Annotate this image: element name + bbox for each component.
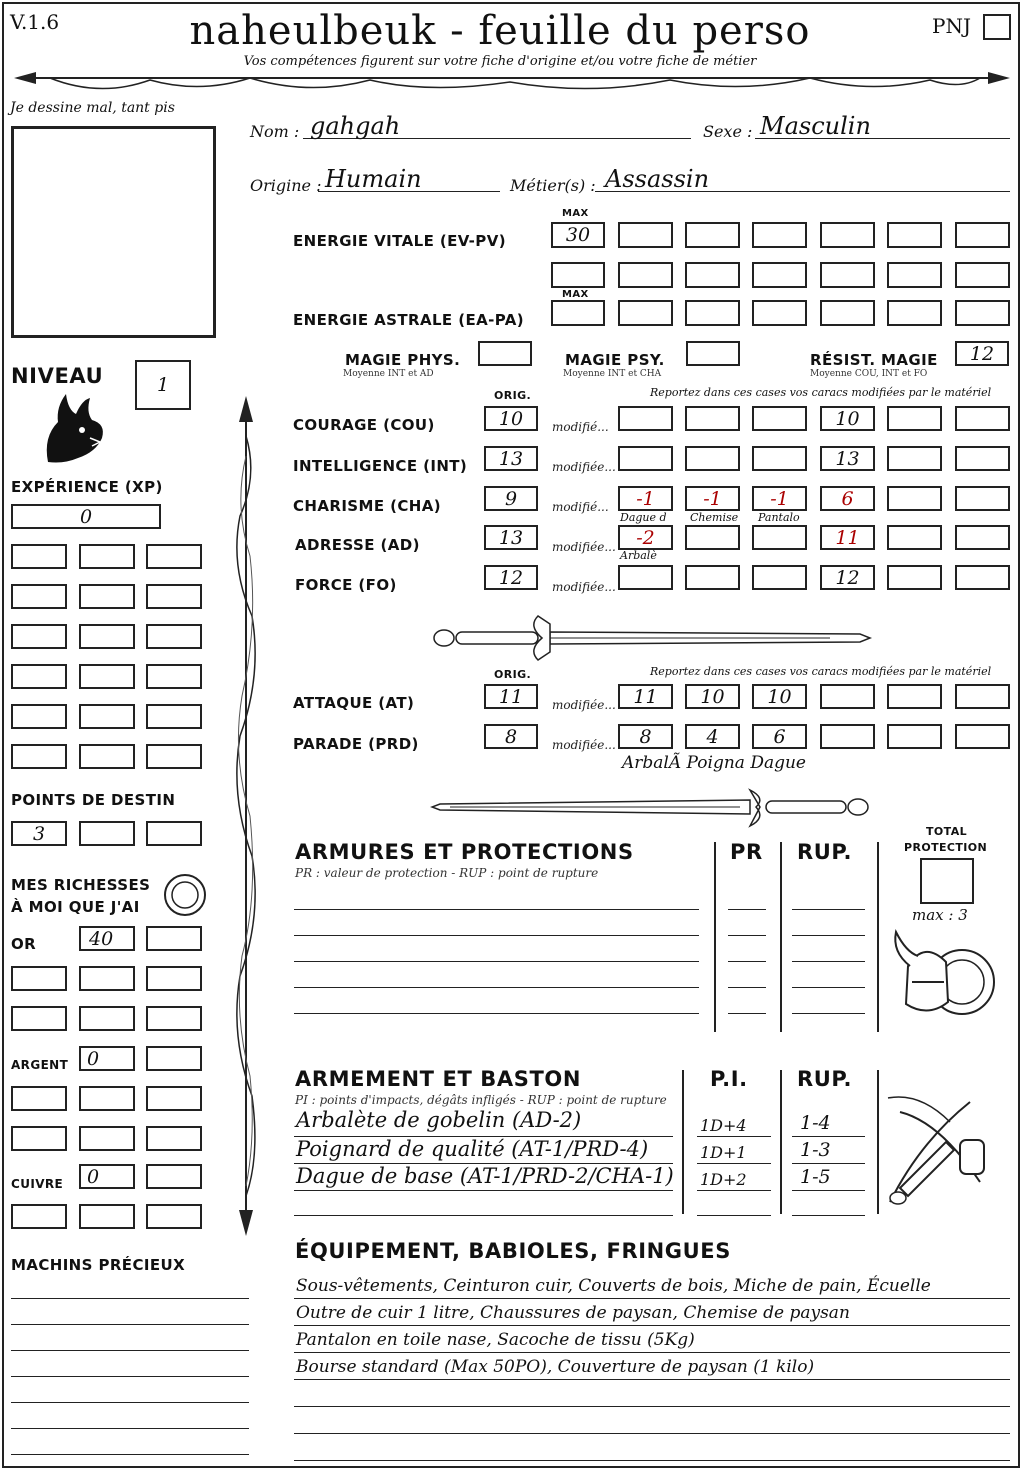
or-box[interactable] — [11, 966, 67, 991]
argent-box[interactable] — [79, 1126, 135, 1151]
carac-report-note: Reportez dans ces cases vos caracs modifiées par le matériel — [650, 386, 992, 399]
force-modif-label: modifiée... — [552, 580, 616, 594]
magie-psy-note: Moyenne INT et CHA — [563, 369, 662, 379]
xp-cell[interactable] — [146, 664, 202, 689]
adresse-mod-box[interactable] — [685, 525, 740, 550]
weapon-rup[interactable]: 1-4 — [800, 1112, 831, 1134]
sexe-label: Sexe : — [703, 122, 753, 141]
ea-box[interactable] — [955, 300, 1010, 326]
version-label: V.1.6 — [10, 10, 60, 34]
charisme-final-box[interactable]: 6 — [820, 486, 875, 511]
adresse-mod-box[interactable] — [887, 525, 942, 550]
charisme-mod-box[interactable]: -1 — [618, 486, 673, 511]
portrait-frame[interactable] — [11, 126, 216, 338]
adresse-final-box[interactable]: 11 — [820, 525, 875, 550]
machins-line[interactable] — [11, 1324, 249, 1325]
armures-rup-label: RUP. — [797, 840, 853, 864]
xp-box[interactable]: 0 — [11, 504, 161, 529]
weapon-name[interactable]: Poignard de qualité (AT-1/PRD-4) — [296, 1137, 649, 1161]
magie-psy-box[interactable] — [686, 341, 740, 366]
adresse-label: ADRESSE (AD) — [295, 536, 420, 554]
ev-box[interactable] — [618, 262, 673, 288]
carac-orig-label: ORIG. — [494, 389, 532, 402]
xp-cell[interactable] — [11, 704, 67, 729]
xp-cell[interactable] — [79, 544, 135, 569]
or-box[interactable] — [79, 966, 135, 991]
armures-pr-label: PR — [730, 840, 763, 864]
weapon-rup[interactable]: 1-5 — [800, 1166, 831, 1188]
equipement-line[interactable]: Pantalon en toile nase, Sacoche de tissu (5Kg) — [296, 1330, 695, 1350]
weapon-name[interactable]: Dague de base (AT-1/PRD-2/CHA-1) — [296, 1164, 674, 1188]
parade-label: PARADE (PRD) — [293, 735, 419, 753]
xp-cell[interactable] — [11, 744, 67, 769]
armures-title: ARMURES ET PROTECTIONS — [295, 840, 634, 864]
machins-line[interactable] — [11, 1376, 249, 1377]
argent-box[interactable] — [79, 1086, 135, 1111]
attaque-mod-box[interactable]: 11 — [618, 684, 673, 709]
resist-magie-box[interactable]: 12 — [955, 341, 1009, 366]
intelligence-mod-box[interactable] — [685, 446, 740, 471]
charisme-orig-box[interactable]: 9 — [484, 486, 538, 511]
ea-box[interactable] — [887, 300, 942, 326]
armement-title: ARMEMENT ET BASTON — [295, 1067, 582, 1091]
xp-cell[interactable] — [11, 664, 67, 689]
intelligence-mod-box[interactable] — [752, 446, 807, 471]
force-final-box[interactable]: 12 — [820, 565, 875, 590]
intelligence-final-box[interactable]: 13 — [820, 446, 875, 471]
ev-box[interactable] — [752, 262, 807, 288]
ev-box[interactable] — [685, 222, 740, 248]
attaque-mod-box[interactable]: 10 — [685, 684, 740, 709]
armure-line[interactable] — [294, 961, 699, 962]
adresse-modif-label: modifiée... — [552, 540, 616, 554]
magie-phys-label: MAGIE PHYS. — [345, 351, 461, 369]
ea-max-label: MAX — [562, 289, 589, 300]
total-protection-label: PROTECTION — [904, 841, 988, 854]
machins-line[interactable] — [11, 1350, 249, 1351]
charisme-label: CHARISME (CHA) — [293, 497, 441, 515]
sheet-title: naheulbeuk - feuille du perso — [189, 8, 811, 54]
adresse-note: Arbalè — [620, 549, 657, 562]
adresse-mod-box[interactable] — [955, 525, 1010, 550]
machins-line[interactable] — [11, 1298, 249, 1299]
courage-mod-box[interactable] — [887, 406, 942, 431]
or-box[interactable] — [11, 1006, 67, 1031]
armures-note: PR : valeur de protection - RUP : point de rupture — [295, 866, 599, 880]
sword-icon — [430, 612, 875, 662]
weapon-rup[interactable]: 1-3 — [800, 1139, 831, 1161]
cuivre-label: CUIVRE — [11, 1177, 64, 1191]
equipement-line[interactable] — [294, 1433, 1010, 1434]
combat-orig-label: ORIG. — [494, 668, 532, 681]
adresse-mod-box[interactable] — [752, 525, 807, 550]
xp-label: EXPÉRIENCE (XP) — [11, 478, 163, 496]
weapon-names-note: ArbalÃ Poigna Dague — [622, 753, 806, 773]
cuivre-box[interactable]: 0 — [79, 1164, 135, 1189]
charisme-note: Dague d — [620, 511, 667, 524]
attaque-label: ATTAQUE (AT) — [293, 694, 415, 712]
weapon-pi[interactable]: 1D+4 — [700, 1116, 747, 1135]
argent-label: ARGENT — [11, 1058, 69, 1072]
ev-box[interactable] — [955, 262, 1010, 288]
charisme-mod-box[interactable]: -1 — [685, 486, 740, 511]
equipement-line[interactable]: Bourse standard (Max 50PO), Couverture de paysan (1 kilo) — [296, 1357, 815, 1377]
adresse-orig-box[interactable]: 13 — [484, 525, 538, 550]
force-mod-box[interactable] — [955, 565, 1010, 590]
cuivre-box[interactable] — [11, 1204, 67, 1229]
destin-box[interactable] — [146, 821, 202, 846]
cuivre-box[interactable] — [146, 1204, 202, 1229]
ea-box[interactable] — [752, 300, 807, 326]
sexe-field[interactable]: Masculin — [760, 112, 871, 140]
or-box[interactable] — [79, 1006, 135, 1031]
armure-line[interactable] — [294, 935, 699, 936]
sword-icon — [430, 782, 875, 832]
crossed-weapons-icon — [880, 1092, 1000, 1214]
force-label: FORCE (FO) — [295, 576, 397, 594]
armure-line[interactable] — [294, 1013, 699, 1014]
xp-cell[interactable] — [146, 704, 202, 729]
weapon-name[interactable]: Arbalète de gobelin (AD-2) — [296, 1108, 582, 1132]
ev-label: ENERGIE VITALE (EV-PV) — [293, 232, 506, 250]
max-protection-note: max : 3 — [912, 906, 968, 924]
charisme-modif-label: modifié... — [552, 500, 609, 514]
armure-line[interactable] — [294, 909, 699, 910]
courage-final-box[interactable]: 10 — [820, 406, 875, 431]
origine-field[interactable]: Humain — [325, 165, 422, 193]
intelligence-mod-box[interactable] — [618, 446, 673, 471]
machins-line[interactable] — [11, 1402, 249, 1403]
total-protection-box[interactable] — [920, 858, 974, 904]
combat-report-note: Reportez dans ces cases vos caracs modifiées par le matériel — [650, 665, 992, 678]
destin-box[interactable]: 3 — [11, 821, 67, 846]
force-mod-box[interactable] — [887, 565, 942, 590]
parade-mod-box[interactable] — [820, 724, 875, 749]
ea-max-box[interactable] — [551, 300, 605, 326]
adresse-mod-box[interactable]: -2 — [618, 525, 673, 550]
xp-cell[interactable] — [11, 544, 67, 569]
courage-modif-label: modifié... — [552, 420, 609, 434]
machins-line[interactable] — [11, 1428, 249, 1429]
parade-modif-label: modifiée... — [552, 738, 616, 752]
cuivre-box[interactable] — [79, 1204, 135, 1229]
argent-box[interactable] — [146, 1086, 202, 1111]
attaque-modif-label: modifiée... — [552, 698, 616, 712]
charisme-note: Chemise — [690, 511, 739, 524]
armement-pi-label: P.I. — [710, 1067, 748, 1091]
equipement-line[interactable] — [294, 1460, 1010, 1461]
sheet-subtitle: Vos compétences figurent sur votre fiche d'origine et/ou votre fiche de métier — [243, 54, 757, 69]
charisme-mod-box[interactable]: -1 — [752, 486, 807, 511]
courage-orig-box[interactable]: 10 — [484, 406, 538, 431]
nom-label: Nom : — [250, 122, 300, 141]
ev-box[interactable] — [820, 222, 875, 248]
machins-line[interactable] — [11, 1454, 249, 1455]
magie-phys-note: Moyenne INT et AD — [343, 369, 434, 379]
magie-phys-box[interactable] — [478, 341, 532, 366]
force-mod-box[interactable] — [752, 565, 807, 590]
xp-cell[interactable] — [11, 624, 67, 649]
attaque-mod-box[interactable] — [887, 684, 942, 709]
resist-magie-label: RÉSIST. MAGIE — [810, 351, 938, 369]
parade-mod-box[interactable]: 8 — [618, 724, 673, 749]
ev-box[interactable] — [752, 222, 807, 248]
ev-box[interactable] — [887, 222, 942, 248]
or-box[interactable] — [146, 966, 202, 991]
ea-label: ENERGIE ASTRALE (EA-PA) — [293, 311, 525, 329]
resist-magie-note: Moyenne COU, INT et FO — [810, 369, 928, 379]
charisme-note: Pantalo — [758, 511, 800, 524]
nom-field[interactable]: gahgah — [310, 112, 401, 140]
or-box[interactable] — [146, 1006, 202, 1031]
intelligence-mod-box[interactable] — [887, 446, 942, 471]
intelligence-label: INTELLIGENCE (INT) — [293, 457, 468, 475]
equipement-line[interactable] — [294, 1406, 1010, 1407]
cuivre-box[interactable] — [146, 1164, 202, 1189]
or-box[interactable]: 40 — [79, 926, 135, 951]
charisme-mod-box[interactable] — [887, 486, 942, 511]
ev-box[interactable] — [618, 222, 673, 248]
xp-cell[interactable] — [79, 744, 135, 769]
argent-box[interactable] — [146, 1046, 202, 1071]
courage-mod-box[interactable] — [752, 406, 807, 431]
or-box[interactable] — [146, 926, 202, 951]
ev-max-label: MAX — [562, 208, 589, 219]
dragon-icon — [38, 392, 108, 464]
ev-box[interactable] — [955, 222, 1010, 248]
niveau-box[interactable]: 1 — [135, 360, 191, 410]
magie-psy-label: MAGIE PSY. — [565, 351, 665, 369]
intelligence-mod-box[interactable] — [955, 446, 1010, 471]
pnj-checkbox[interactable] — [983, 14, 1011, 40]
argent-box[interactable] — [146, 1126, 202, 1151]
attaque-mod-box[interactable]: 10 — [752, 684, 807, 709]
courage-mod-box[interactable] — [955, 406, 1010, 431]
richesses-label-1: MES RICHESSES — [11, 876, 151, 894]
niveau-label: NIVEAU — [11, 364, 104, 388]
spear-divider-icon — [10, 64, 1014, 98]
total-protection-label: TOTAL — [926, 825, 968, 838]
force-mod-box[interactable] — [618, 565, 673, 590]
helmet-shield-icon — [888, 926, 998, 1030]
charisme-mod-box[interactable] — [955, 486, 1010, 511]
destin-box[interactable] — [79, 821, 135, 846]
armement-rup-label: RUP. — [797, 1067, 853, 1091]
ev-box[interactable] — [685, 262, 740, 288]
equipement-line[interactable]: Sous-vêtements, Ceinturon cuir, Couverts de bois, Miche de pain, Écuelle — [296, 1276, 931, 1296]
attaque-orig-box[interactable]: 11 — [484, 684, 538, 709]
parade-mod-box[interactable]: 6 — [752, 724, 807, 749]
intelligence-orig-box[interactable]: 13 — [484, 446, 538, 471]
xp-cell[interactable] — [146, 544, 202, 569]
force-orig-box[interactable]: 12 — [484, 565, 538, 590]
equipement-line[interactable]: Outre de cuir 1 litre, Chaussures de paysan, Chemise de paysan — [296, 1303, 850, 1323]
xp-cell[interactable] — [79, 664, 135, 689]
weapon-pi[interactable]: 1D+1 — [700, 1143, 747, 1162]
armure-line[interactable] — [294, 987, 699, 988]
armement-note: PI : points d'impacts, dégâts infligés - RUP : point de rupture — [295, 1093, 667, 1107]
xp-cell[interactable] — [79, 584, 135, 609]
destin-label: POINTS DE DESTIN — [11, 791, 176, 809]
parade-mod-box[interactable]: 4 — [685, 724, 740, 749]
ev-box[interactable] — [887, 262, 942, 288]
ev-max-box[interactable]: 30 — [551, 222, 605, 248]
coin-icon — [162, 872, 208, 918]
metier-label: Métier(s) : — [510, 176, 596, 195]
parade-orig-box[interactable]: 8 — [484, 724, 538, 749]
weapon-pi[interactable]: 1D+2 — [700, 1170, 747, 1189]
courage-mod-box[interactable] — [618, 406, 673, 431]
vertical-spear-icon — [226, 396, 266, 1236]
ev-box[interactable] — [551, 262, 605, 288]
argent-box[interactable] — [11, 1086, 67, 1111]
machins-label: MACHINS PRÉCIEUX — [11, 1256, 186, 1274]
xp-cell[interactable] — [146, 584, 202, 609]
xp-cell[interactable] — [146, 624, 202, 649]
portrait-caption: Je dessine mal, tant pis — [10, 100, 175, 116]
ev-box[interactable] — [820, 262, 875, 288]
ea-box[interactable] — [618, 300, 673, 326]
parade-mod-box[interactable] — [887, 724, 942, 749]
force-mod-box[interactable] — [685, 565, 740, 590]
xp-cell[interactable] — [146, 744, 202, 769]
equipement-title: ÉQUIPEMENT, BABIOLES, FRINGUES — [295, 1239, 731, 1263]
metier-field[interactable]: Assassin — [605, 165, 710, 193]
courage-label: COURAGE (COU) — [293, 416, 435, 434]
or-label: OR — [11, 935, 37, 953]
argent-box[interactable] — [11, 1126, 67, 1151]
xp-cell[interactable] — [79, 624, 135, 649]
attaque-mod-box[interactable] — [820, 684, 875, 709]
ea-box[interactable] — [685, 300, 740, 326]
xp-cell[interactable] — [79, 704, 135, 729]
parade-mod-box[interactable] — [955, 724, 1010, 749]
intelligence-modif-label: modifiée... — [552, 460, 616, 474]
ea-box[interactable] — [820, 300, 875, 326]
attaque-mod-box[interactable] — [955, 684, 1010, 709]
weapon-line[interactable] — [294, 1215, 673, 1216]
argent-box[interactable]: 0 — [79, 1046, 135, 1071]
richesses-label-2: À MOI QUE J'AI — [11, 898, 140, 916]
pnj-label: PNJ — [932, 14, 971, 38]
courage-mod-box[interactable] — [685, 406, 740, 431]
xp-cell[interactable] — [11, 584, 67, 609]
origine-label: Origine : — [250, 176, 322, 195]
